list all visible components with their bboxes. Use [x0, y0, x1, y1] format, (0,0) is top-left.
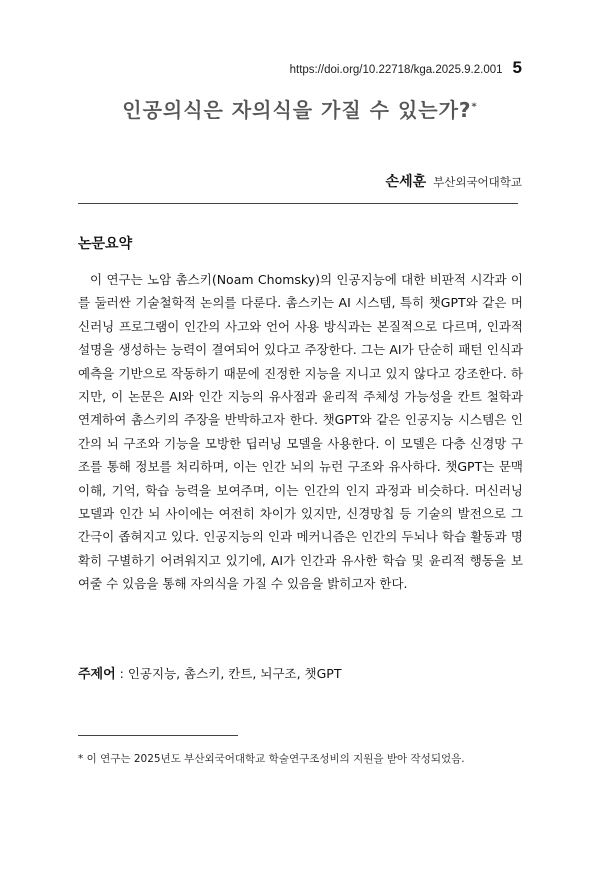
footnote-divider	[78, 735, 238, 736]
author-affiliation: 부산외국어대학교	[433, 175, 522, 189]
author-block	[386, 171, 522, 191]
keywords-separator: :	[115, 666, 128, 681]
abstract-heading: 논문요약	[78, 236, 133, 252]
paper-title-text: 인공의식은 자의식을 가질 수 있는가?	[122, 98, 472, 122]
keywords-line	[78, 663, 523, 682]
keywords-list: 인공지능, 촘스키, 칸트, 뇌구조, 챗GPT	[127, 666, 342, 681]
title-footnote-mark: *	[471, 101, 478, 113]
paper-title	[0, 94, 600, 123]
author-name: 손세훈	[385, 174, 427, 190]
running-header	[290, 58, 522, 78]
doi-link[interactable]: https://doi.org/10.22718/kga.2025.9.2.001	[289, 64, 503, 76]
abstract-body: 이 연구는 노암 촘스키(Noam Chomsky)의 인공지능에 대한 비판적 시각과 이를 둘러싼 기술철학적 논의를 다룬다. 촘스키는 AI 시스템, 특히 챗GPT와 같은 머신러닝 프로그램이 인간의 사고와 언어 사용 방식과는 본질적으로 다르며, 인과적 설명을 생성하는 능력이 결여되어 있다고 주장한다. 그는 AI가 단순히 패턴 인식과 예측을 기반으로 작동하기 때문에 진정한 지능을 지니고 있지 않다고 강조한다. 하지만, 이 논문은 AI와 인간 지능의 유사점과 윤리적 주체성 가능성을 칸트 철학과 연계하여 촘스키의 주장을 반박하고자 한다. 챗GPT와 같은 인공지능 시스템은 인간의 뇌 구조와 기능을 모방한 딥러닝 모델을 사용한다. 이 모델은 다층 신경망 구조를 통해 정보를 처리하며, 이는 인간 뇌의 뉴런 구조와 유사하다. 챗GPT는 문맥 이해, 기억, 학습 능력을 보여주며, 이는 인간의 인지 과정과 비슷하다. 머신러닝 모델과 인간 뇌 사이에는 여전히 차이가 있지만, 신경망칩 등 기술의 발전으로 그 간극이 좁혀지고 있다. 인공지능의 인과 메커니즘은 인간의 두뇌나 학습 활동과 명확히 구별하기 어려워지고 있기에, AI가 인간과 유사한 학습 및 윤리적 행동을 보여줄 수 있음을 통해 자의식을 가질 수 있음을 밝히고자 한다.	[78, 272, 523, 592]
keywords-label: 주제어	[78, 667, 116, 682]
funding-footnote: * 이 연구는 2025년도 부산외국어대학교 학술연구조성비의 지원을 받아 작성되었음.	[78, 753, 465, 765]
page-number: 5	[512, 58, 522, 77]
header-divider	[78, 203, 518, 204]
